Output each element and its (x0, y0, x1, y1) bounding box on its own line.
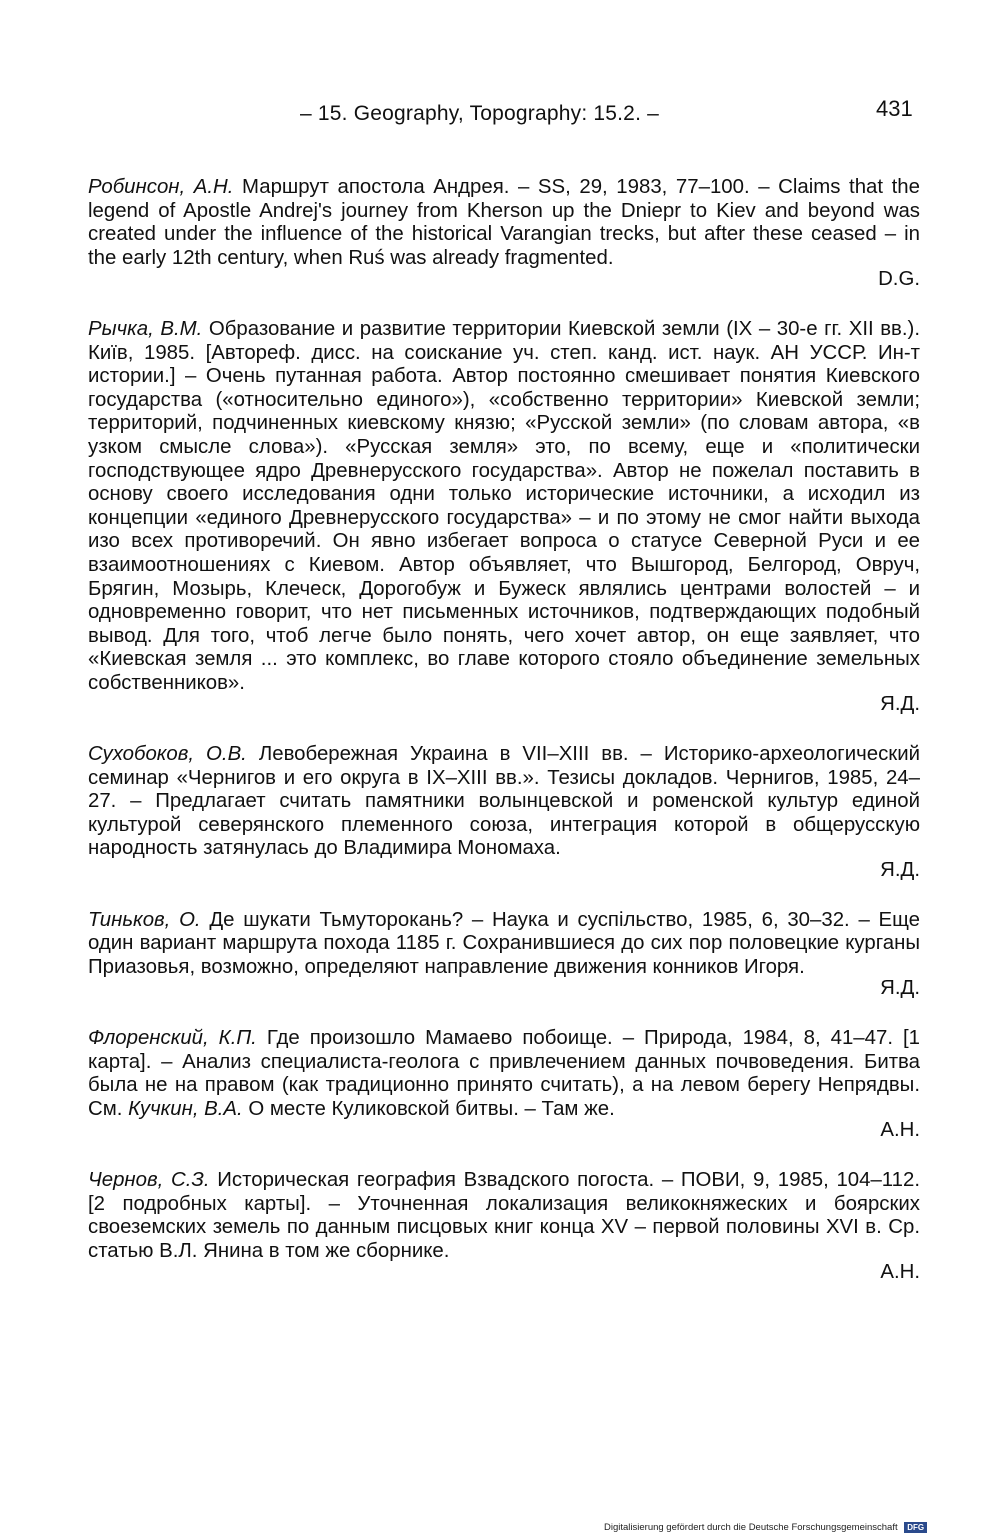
entry-author: Чернов, С.З. (88, 1168, 210, 1191)
bibliography-entry (88, 318, 920, 717)
entry-text: Маршрут апостола Андрея. – SS, 29, 1983, 77–100. – Claims that the legend of Apostle Andrej's journey from Kherson up the Dniepr to Kiev and beyond was created under the influence of the historical Varangian trecks, but after these ceased – in the early 12th century, when Ruś was already fragmented. (88, 176, 920, 269)
digitization-credit (604, 1522, 927, 1533)
entry-author: Сухобоков, О.В. (88, 743, 247, 766)
page-number: 431 (876, 96, 913, 121)
bibliography-entries (88, 176, 920, 1311)
entry-text-continued: О месте Куликовской битвы. – Там же. (248, 1097, 615, 1120)
running-header (0, 96, 1000, 132)
reviewer-initials: Я.Д. (880, 859, 920, 882)
bibliography-entry (88, 1027, 920, 1143)
running-title: – 15. Geography, Topography: 15.2. – (300, 102, 660, 125)
bibliography-entry (88, 909, 920, 1001)
bibliography-entry (88, 176, 920, 292)
entry-author: Флоренский, К.П. (88, 1027, 257, 1049)
dfg-logo: DFG (904, 1522, 927, 1533)
reviewer-initials: D.G. (878, 268, 920, 291)
credit-text: Digitalisierung gefördert durch die Deutsche Forschungsgemeinschaft (604, 1522, 898, 1534)
bibliography-entry (88, 1169, 920, 1285)
entry-text: Образование и развитие территории Киевской земли (IX – 30-е гг. XII вв.). Київ, 1985. [Автореф. дисс. на соискание уч. степ. канд. ист. наук. АН УССР. Ин-т истории.] – Очень путанная работа. Автор постоянно смешивает понятия Киевского государства («относительно единого»), «собственно территории» Киевской земли; территорий, подчиненных киевскому князю; «Русской земли» (по словам автора, «в узком смысле слова»). «Русская земля» это, по всему, еще и «политически господствующее ядро Древнерусского государства». Автор не пожелал поставить в основу своего исследования одни только исторические источники, а исходил из концепции «единого Древнерусского государства» – и по этому не смог найти выхода изо всех противоречий. Он явно избегает вопроса о статусе Северной Руси и ее взаимоотношениях с Киевом. Автор объявляет, что Вышгород, Белгород, Овруч, Брягин, Мозырь, Клеческ, Дорогобуж и Бужеск являлись центрами волостей – и одновременно говорит, что нет письменных источников, подтверждающих подобный вывод. Для того, чтоб легче было понять, чего хочет автор, он еще заявляет, что «Киевская земля ... это комплекс, во главе которого стояло объединение земельных собственников». (88, 317, 920, 694)
entry-text: Где произошло Мамаево побоище. – Природа, 1984, 8, 41–47. [1 карта]. – Анализ специалиста-геолога с привлечением данных почвоведения. Битва была не на правом (как традиционно принято считать), а на левом берегу Непрядвы. См. (88, 1027, 921, 1120)
entry-author: Рычка, В.М. (88, 317, 203, 340)
reviewer-initials: А.Н. (880, 1119, 920, 1142)
reviewer-initials: А.Н. (880, 1261, 920, 1284)
entry-author: Тиньков, О. (88, 908, 201, 931)
reviewer-initials: Я.Д. (880, 693, 920, 716)
cross-reference-author: Кучкин, В.А. (128, 1097, 243, 1120)
entry-text: Де шукати Тьмуторокань? – Наука и суспільство, 1985, 6, 30–32. – Еще один вариант маршрута похода 1185 г. Сохранившиеся до сих пор половецкие курганы Приазовья, возможно, определяют направление движения конников Игоря. (88, 908, 920, 978)
entry-author: Робинсон, А.Н. (88, 176, 234, 198)
entry-text: Левобережная Украина в VII–XIII вв. – Историко-археологический семинар «Чернигов и его округа в IX–XIII вв.». Тезисы докладов. Чернигов, 1985, 24–27. – Предлагает считать памятники волынцевской и роменской культур единой культурой северянского племенного союза, интеграция которой в общерусскую народность затянулась до Владимира Мономаха. (88, 743, 920, 860)
bibliography-entry (88, 743, 920, 883)
reviewer-initials: Я.Д. (880, 977, 920, 1000)
entry-text: Историческая география Взвадского погоста. – ПОВИ, 9, 1985, 104–112. [2 подробных карты]. – Уточненная локализация великокняжеских и боярских своеземских земель по данным писцовых книг конца XV – первой половины XVI в. Ср. статью В.Л. Янина в том же сборнике. (88, 1168, 920, 1262)
